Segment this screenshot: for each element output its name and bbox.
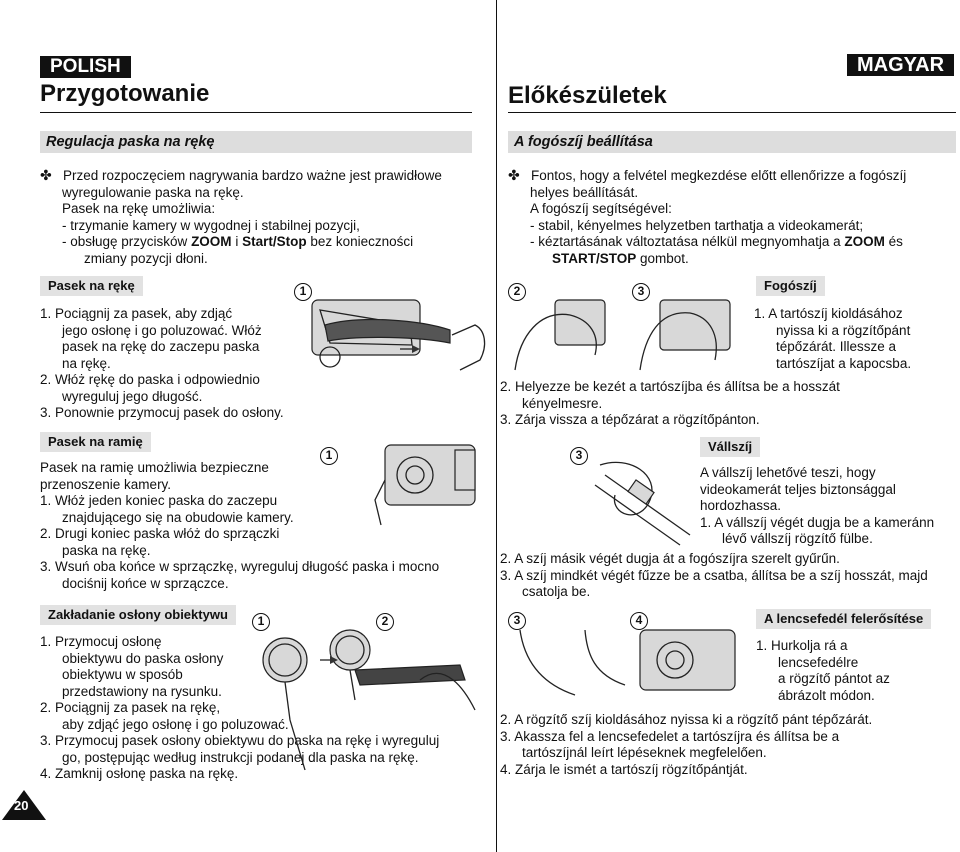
figure-number-1: 1 [252, 613, 270, 631]
divider [40, 112, 472, 113]
bullet-symbol-icon: ✤ [40, 167, 52, 183]
figure-number-3: 3 [570, 447, 588, 465]
steps-shoulder-strap-hu-1: A vállszíj lehetővé teszi, hogy videokamerát teljes biztonsággal hordozhassa. 1. A vállszíj végét dugja be a kameránn lévő vállszíj rögzítő fülbe. [700, 465, 935, 546]
subheading-lens-cover-hu: A lencsefedél felerősítése [756, 609, 931, 629]
language-tag-polish: POLISH [40, 56, 131, 78]
intro-bullet: - obsługę przycisków ZOOM i Start/Stop bez konieczności [62, 234, 414, 249]
intro-magyar: ✤ Fontos, hogy a felvétel megkezdése előtt ellenőrizze a fogószíj helyes beállítását. A fogószíj segítségével: - stabil, kényelmes helyzetben tarthatja a videokamerát; - kéztartásának változtatása nélkül megnyomhatja a ZOOM és START/STOP gombot. [508, 167, 907, 266]
subheading-lens-cover: Zakładanie osłony obiektywu [40, 605, 236, 625]
intro-line: Pasek na rękę umożliwia: [62, 201, 216, 216]
steps-shoulder-strap-hu-2: 2. A szíj másik végét dugja át a fogószíjra szerelt gyűrűn. 3. A szíj mindkét végét fűzze be a csatba, állítsa be a szíj hosszát, majd csatolja be. [500, 551, 928, 599]
section-heading-polish: Regulacja paska na rękę [40, 131, 472, 153]
shoulder-strap-buckle-illustration [590, 455, 700, 550]
page-title-polish: Przygotowanie [40, 80, 210, 107]
steps-shoulder-strap: Pasek na ramię umożliwia bezpieczne przenoszenie kamery. 1. Włóż jeden koniec paska do zaczepu znajdującego się na obudowie kamery. 2. Drugi koniec paska włóż do sprzączki paska na rękę. 3. Wsuń oba końce w sprzączkę, wyreguluj długość paska i mocno dociśnij końce w sprzączce. [40, 460, 440, 591]
intro-line: wyregulowanie paska na rękę. [62, 184, 244, 200]
camcorder-hand-strap-illustration [300, 285, 490, 415]
figure-number-1: 1 [320, 447, 338, 465]
grip-strap-hand-illustration [510, 295, 750, 375]
subheading-shoulder-strap: Pasek na ramię [40, 432, 151, 452]
column-divider [496, 0, 497, 852]
camcorder-shoulder-strap-illustration [345, 440, 495, 530]
lens-cover-hook-illustration [515, 625, 745, 705]
intro-bullet: - trzymanie kamery w wygodnej i stabilnej pozycji, [62, 217, 360, 233]
steps-lens-cover-hu-2: 2. A rögzítő szíj kioldásához nyissa ki a rögzítő pánt tépőzárát. 3. Akassza fel a lencsefedelet a tartószíjra és állítsa be a tartószíjnál leírt lépéseknek megfelelően. 4. Zárja le ismét a tartószíj rögzítőpántját. [500, 712, 873, 777]
steps-grip-strap-2: 2. Helyezze be kezét a tartószíjba és állítsa be a hosszát kényelmesre. 3. Zárja vissza a tépőzárat a rögzítőpánton. [500, 379, 840, 427]
subheading-grip-strap: Fogószíj [756, 276, 825, 296]
subheading-shoulder-strap-hu: Vállszíj [700, 437, 760, 457]
figure-number-1: 1 [294, 283, 312, 301]
subheading-hand-strap: Pasek na rękę [40, 276, 143, 296]
intro-line: zmiany pozycji dłoni. [84, 250, 208, 266]
divider [508, 112, 956, 113]
steps-grip-strap-1: 1. A tartószíj kioldásához nyissa ki a rögzítőpánt tépőzárát. Illessze a tartószíjat a kapocsba. [754, 306, 912, 371]
figure-number-2: 2 [376, 613, 394, 631]
lens-cover-illustration [260, 620, 490, 780]
language-tag-magyar: MAGYAR [847, 54, 954, 76]
figure-number-2: 2 [508, 283, 526, 301]
intro-polish [40, 167, 442, 267]
page-number: 20 [14, 798, 29, 813]
steps-lens-cover-hu-1: 1. Hurkolja rá a lencsefedélre a rögzítő pántot az ábrázolt módon. [756, 638, 890, 703]
intro-line: Przed rozpoczęciem nagrywania bardzo ważne jest prawidłowe [63, 168, 442, 183]
figure-number-4: 4 [630, 612, 648, 630]
steps-hand-strap: 1. Pociągnij za pasek, aby zdjąć jego osłonę i go poluzować. Włóż pasek na rękę do zaczepu paska na rękę. 2. Włóż rękę do paska i odpowiednio wyreguluj jego długość. 3. Ponownie przymocuj pasek do osłony. [40, 306, 284, 420]
bullet-symbol-icon: ✤ [508, 167, 520, 183]
page-title-magyar: Előkészületek [508, 82, 667, 109]
figure-number-3: 3 [632, 283, 650, 301]
section-heading-magyar: A fogószíj beállítása [508, 131, 956, 153]
steps-lens-cover: 1. Przymocuj osłonę obiektywu do paska osłony obiektywu w sposób przedstawiony na rysunku. 2. Pociągnij za pasek na rękę, aby zdjąć jego osłonę i go poluzować. 3. Przymocuj pasek osłony obiektywu do paska na rękę i wyreguluj go, postępując według instrukcji podanej dla paska na rękę. 4. Zamknij osłonę paska na rękę. [40, 634, 440, 781]
figure-number-3: 3 [508, 612, 526, 630]
